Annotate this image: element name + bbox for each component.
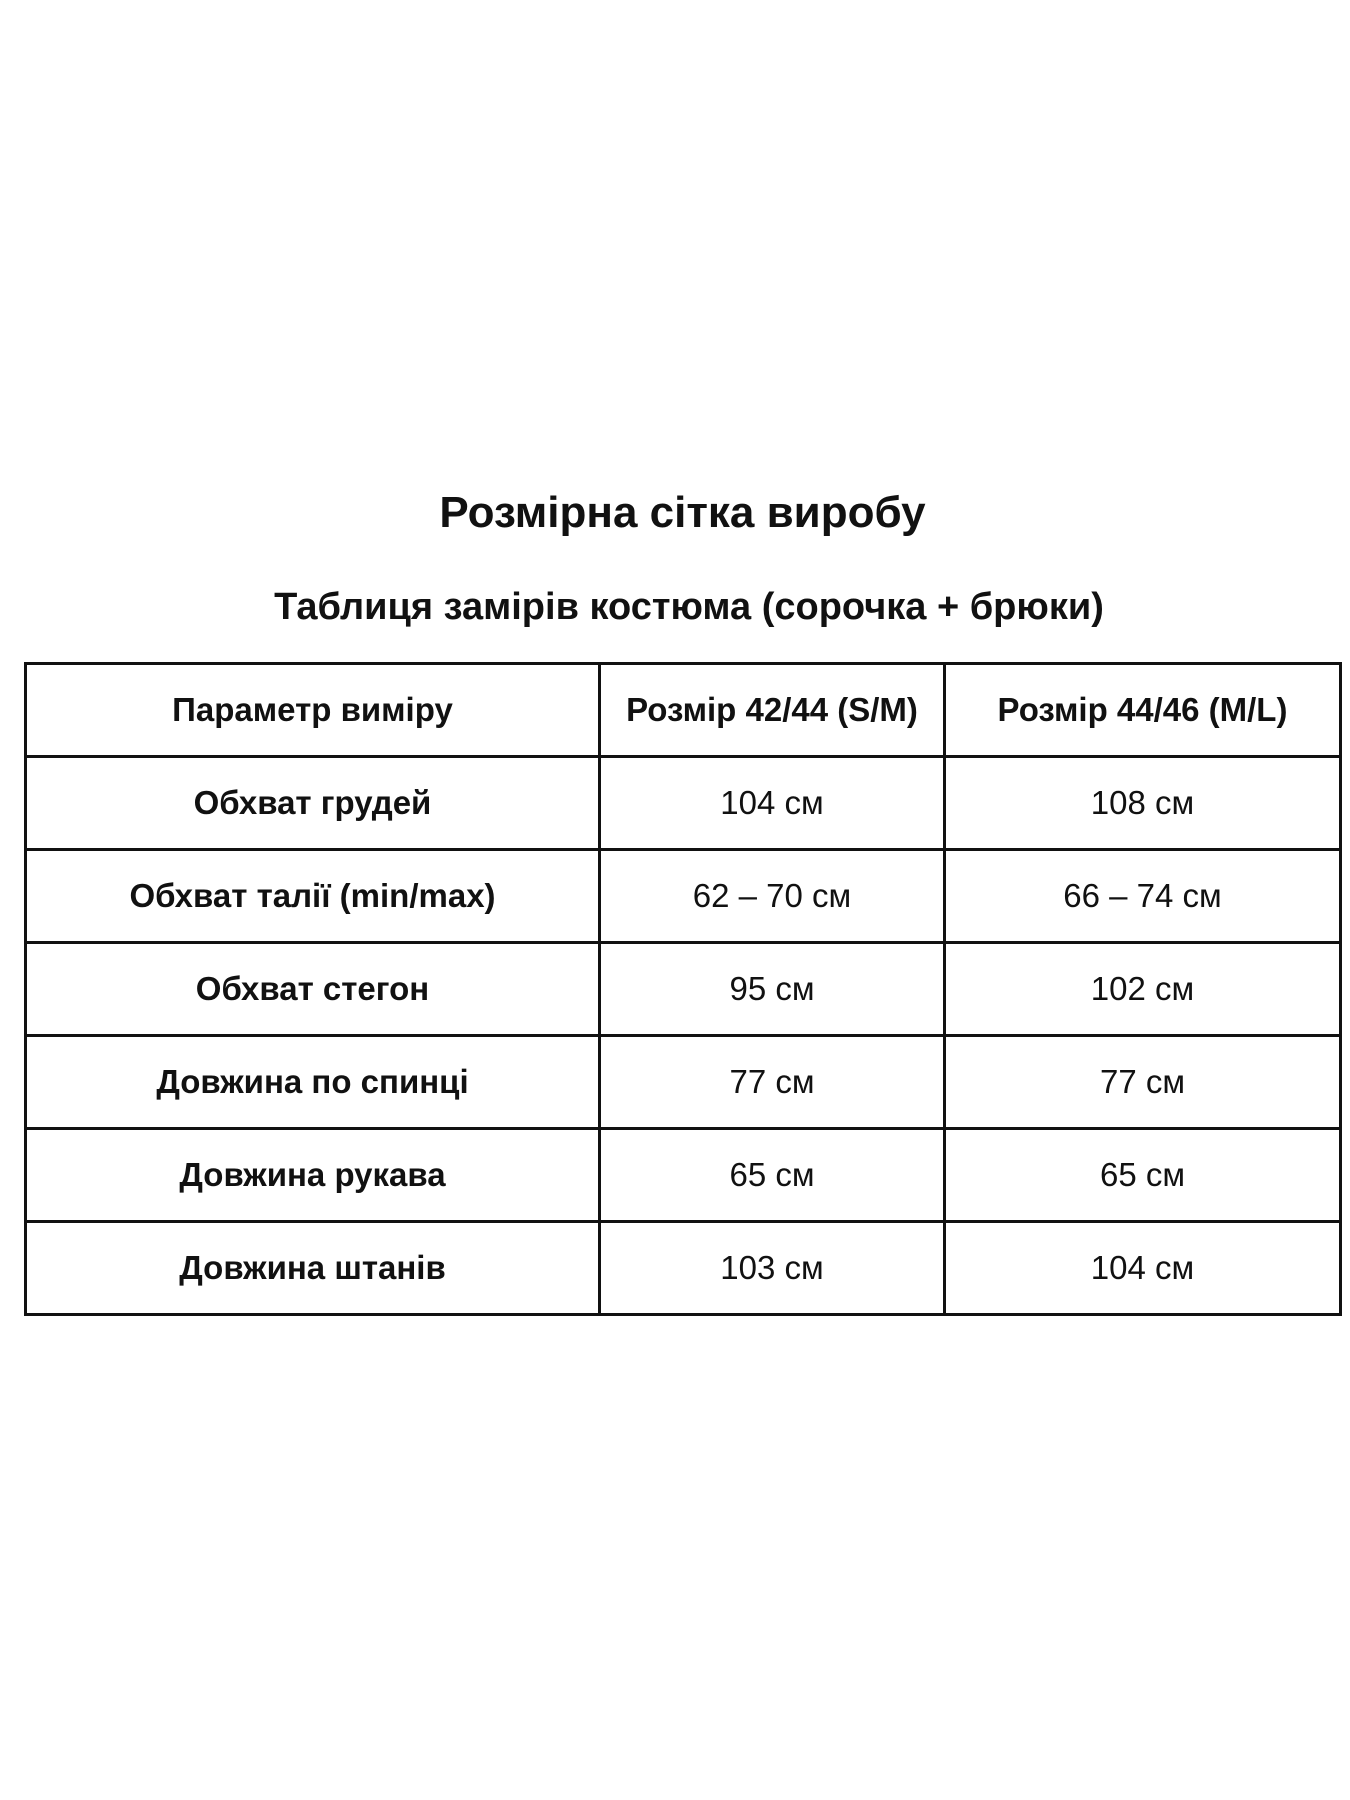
row-value-s-m: 62 – 70 см bbox=[600, 850, 945, 943]
row-value-m-l: 108 см bbox=[945, 757, 1341, 850]
row-parameter: Обхват грудей bbox=[26, 757, 600, 850]
row-value-m-l: 102 см bbox=[945, 943, 1341, 1036]
row-parameter: Довжина штанів bbox=[26, 1222, 600, 1315]
row-value-m-l: 104 см bbox=[945, 1222, 1341, 1315]
row-value-s-m: 65 см bbox=[600, 1129, 945, 1222]
header-size-s-m: Розмір 42/44 (S/M) bbox=[600, 664, 945, 757]
table-row bbox=[26, 1222, 1341, 1315]
row-value-s-m: 95 см bbox=[600, 943, 945, 1036]
row-value-s-m: 77 см bbox=[600, 1036, 945, 1129]
size-table bbox=[24, 662, 1342, 1316]
row-value-s-m: 104 см bbox=[600, 757, 945, 850]
table-row bbox=[26, 757, 1341, 850]
row-value-m-l: 65 см bbox=[945, 1129, 1341, 1222]
page-subtitle: Таблиця замірів костюма (сорочка + брюки) bbox=[274, 586, 1104, 628]
header-size-m-l: Розмір 44/46 (M/L) bbox=[945, 664, 1341, 757]
row-parameter: Довжина рукава bbox=[26, 1129, 600, 1222]
row-value-s-m: 103 см bbox=[600, 1222, 945, 1315]
table-row bbox=[26, 1036, 1341, 1129]
header-parameter: Параметр виміру bbox=[26, 664, 600, 757]
row-value-m-l: 77 см bbox=[945, 1036, 1341, 1129]
row-parameter: Довжина по спинці bbox=[26, 1036, 600, 1129]
table-row bbox=[26, 943, 1341, 1036]
table-row bbox=[26, 1129, 1341, 1222]
row-parameter: Обхват стегон bbox=[26, 943, 600, 1036]
table-row bbox=[26, 850, 1341, 943]
row-value-m-l: 66 – 74 см bbox=[945, 850, 1341, 943]
page-title: Розмірна сітка виробу bbox=[439, 488, 926, 537]
table-header-row bbox=[26, 664, 1341, 757]
row-parameter: Обхват талії (min/max) bbox=[26, 850, 600, 943]
